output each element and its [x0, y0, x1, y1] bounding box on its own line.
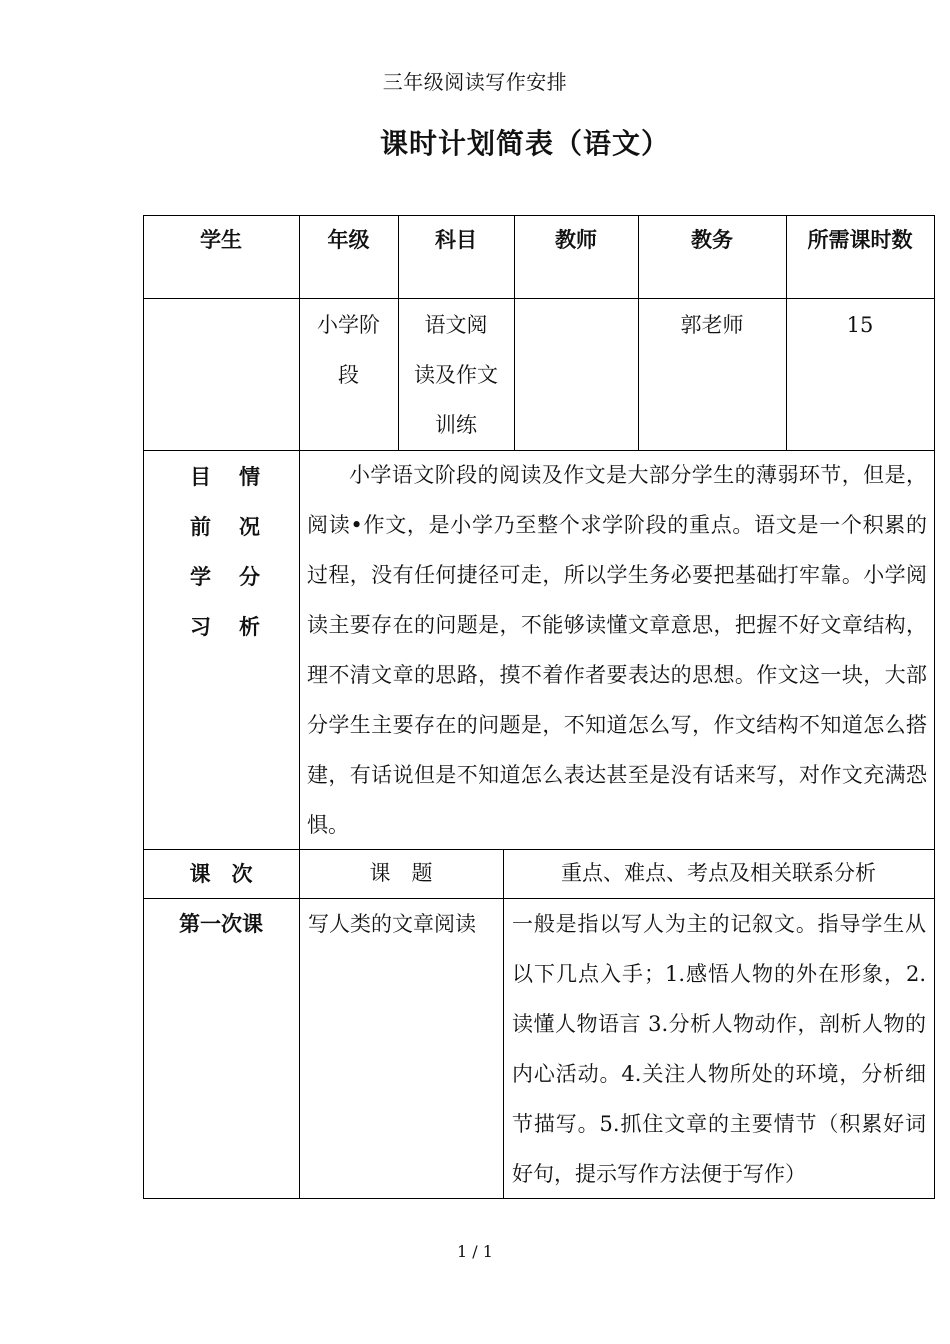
- table-line: [143, 215, 144, 1198]
- header-subject: 科目: [435, 227, 477, 252]
- situation-label-char: 习: [190, 614, 211, 639]
- value-grade-line: 小学阶: [317, 313, 380, 337]
- lesson-header-lesson: 课 次: [189, 861, 253, 886]
- table-line: [503, 849, 504, 1198]
- header-teacher: 教师: [555, 227, 597, 252]
- header-affairs: 教务: [691, 227, 733, 252]
- table-line: [934, 215, 935, 1198]
- situation-label: [190, 452, 260, 652]
- lesson-header-analysis: 重点、难点、考点及相关联系分析: [561, 861, 876, 885]
- lesson-header-topic: 课 题: [369, 861, 433, 885]
- lesson-name: 第一次课: [179, 911, 263, 936]
- value-affairs: 郭老师: [680, 313, 744, 337]
- value-subject: [398, 300, 514, 450]
- page-number: 1 / 1: [457, 1242, 493, 1261]
- situation-label-char: 况: [239, 514, 260, 539]
- header-hours: 所需课时数: [807, 227, 913, 252]
- value-hours: 15: [846, 313, 874, 337]
- situation-label-char: 学: [190, 564, 211, 589]
- situation-label-char: 分: [239, 564, 260, 589]
- value-grade-line: 段: [338, 363, 359, 387]
- value-grade: [299, 300, 398, 400]
- header-student: 学生: [200, 227, 242, 252]
- document-title: 课时计划简表（语文）: [379, 127, 670, 160]
- situation-label-char: 情: [239, 464, 260, 489]
- situation-label-char: 前: [190, 514, 211, 539]
- situation-label-char: 目: [190, 464, 211, 489]
- situation-label-char: 析: [239, 614, 260, 639]
- value-subject-line: 语文阅: [424, 313, 488, 337]
- table-line: [143, 298, 935, 299]
- value-subject-line: 训练: [435, 413, 477, 437]
- lesson-topic: 写人类的文章阅读: [308, 912, 476, 936]
- lesson-analysis: 一般是指以写人为主的记叙文。指导学生从以下几点入手；1.感悟人物的外在形象，2.读懂人物语言 3.分析人物动作，剖析人物的内心活动。4.关注人物所处的环境，分析细节描写。5.抓住文章的主要情节（积累好词好句，提示写作方法便于写作）: [512, 912, 926, 1186]
- header-grade: 年级: [327, 227, 370, 252]
- document-header: 三年级阅读写作安排: [382, 70, 568, 94]
- value-subject-line: 读及作文: [414, 363, 498, 387]
- situation-text: 小学语文阶段的阅读及作文是大部分学生的薄弱环节，但是，阅读•作文，是小学乃至整个求学阶段的重点。语文是一个积累的过程，没有任何捷径可走，所以学生务必要把基础打牢靠。小学阅读主要存在的问题是，不能够读懂文章意思，把握不好文章结构，理不清文章的思路，摸不着作者要表达的思想。作文这一块，大部分学生主要存在的问题是，不知道怎么写，作文结构不知道怎么搭建，有话说但是不知道怎么表达甚至是没有话来写，对作文充满恐惧。: [307, 463, 927, 837]
